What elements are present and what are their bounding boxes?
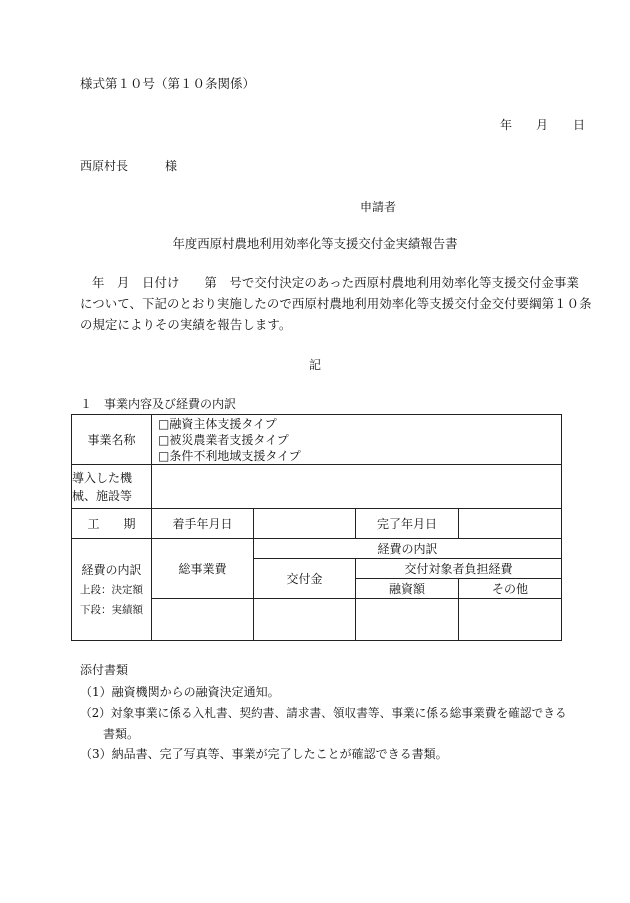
cost-breakdown-label	[72, 539, 152, 641]
end-date-value[interactable]	[459, 509, 562, 539]
date-day: 日	[573, 118, 586, 132]
subsidy-value[interactable]	[254, 599, 356, 641]
other-value[interactable]	[459, 599, 562, 641]
end-date-label: 完了年月日	[356, 509, 459, 539]
cost-note-lower: 下段：実績額	[80, 603, 143, 616]
total-cost-label: 総事業費	[152, 539, 254, 599]
start-date-value[interactable]	[254, 509, 356, 539]
option-disadvantaged-area: □条件不利地域支援タイプ	[158, 448, 301, 463]
loan-label: 融資額	[356, 579, 459, 599]
period-label: 工 期	[72, 509, 152, 539]
form-number: 様式第１０号（第１０条関係）	[80, 76, 256, 91]
row-equipment	[72, 465, 562, 509]
start-date-label: 着手年月日	[152, 509, 254, 539]
date-year: 年	[500, 118, 513, 132]
equipment-value[interactable]	[152, 465, 562, 509]
cost-label: 経費の内訳	[81, 562, 142, 577]
row-period	[72, 509, 562, 539]
body-line-3: の規定によりその実績を報告します。	[80, 317, 292, 332]
equipment-label-line-2: 械、施設等	[72, 488, 133, 503]
body-line-1: 年 月 日付け 第 号で交付決定のあった西原村農地利用効率化等支援交付金事業	[92, 275, 580, 290]
breakdown-label: 経費の内訳	[254, 539, 562, 559]
equipment-label	[72, 465, 152, 509]
option-loan-support: □融資主体支援タイプ	[158, 416, 277, 431]
attachment-item-2-continued: 書類。	[103, 727, 140, 741]
option-disaster-support: □被災農業者支援タイプ	[158, 432, 289, 447]
row-project-name	[72, 415, 562, 465]
project-name-label: 事業名称	[72, 415, 152, 465]
addressee-honorific: 様	[165, 159, 178, 173]
project-table	[71, 414, 562, 641]
body-line-2: について、下記のとおり実施したので西原村農地利用効率化等支援交付金交付要綱第１０条	[80, 296, 592, 311]
subsidy-label: 交付金	[254, 559, 356, 599]
other-label: その他	[459, 579, 562, 599]
addressee-name: 西原村長	[80, 159, 129, 173]
ki-label: 記	[308, 358, 321, 372]
attachment-item-1: （1）融資機関からの融資決定通知。	[80, 685, 280, 699]
row-cost-header-1	[72, 539, 562, 559]
equipment-label-line-1: 導入した機	[72, 470, 133, 485]
total-cost-value[interactable]	[152, 599, 254, 641]
project-type-options	[152, 415, 562, 465]
attachment-item-2: （2）対象事業に係る入札書、契約書、請求書、領収書等、事業に係る総事業費を確認できる	[80, 706, 567, 720]
attachments-heading: 添付書類	[80, 663, 129, 677]
body-text	[80, 272, 592, 335]
beneficiary-cost-label: 交付対象者負担経費	[356, 559, 562, 579]
attachment-item-3: （3）納品書、完了写真等、事業が完了したことが確認できる書類。	[80, 747, 448, 761]
document-title: 年度西原村農地利用効率化等支援交付金実績報告書	[172, 236, 458, 251]
date-month: 月	[536, 118, 549, 132]
applicant-label: 申請者	[360, 200, 397, 214]
loan-value[interactable]	[356, 599, 459, 641]
cost-note-upper: 上段：決定額	[80, 583, 143, 596]
section1-heading: １ 事業内容及び経費の内訳	[80, 397, 237, 411]
